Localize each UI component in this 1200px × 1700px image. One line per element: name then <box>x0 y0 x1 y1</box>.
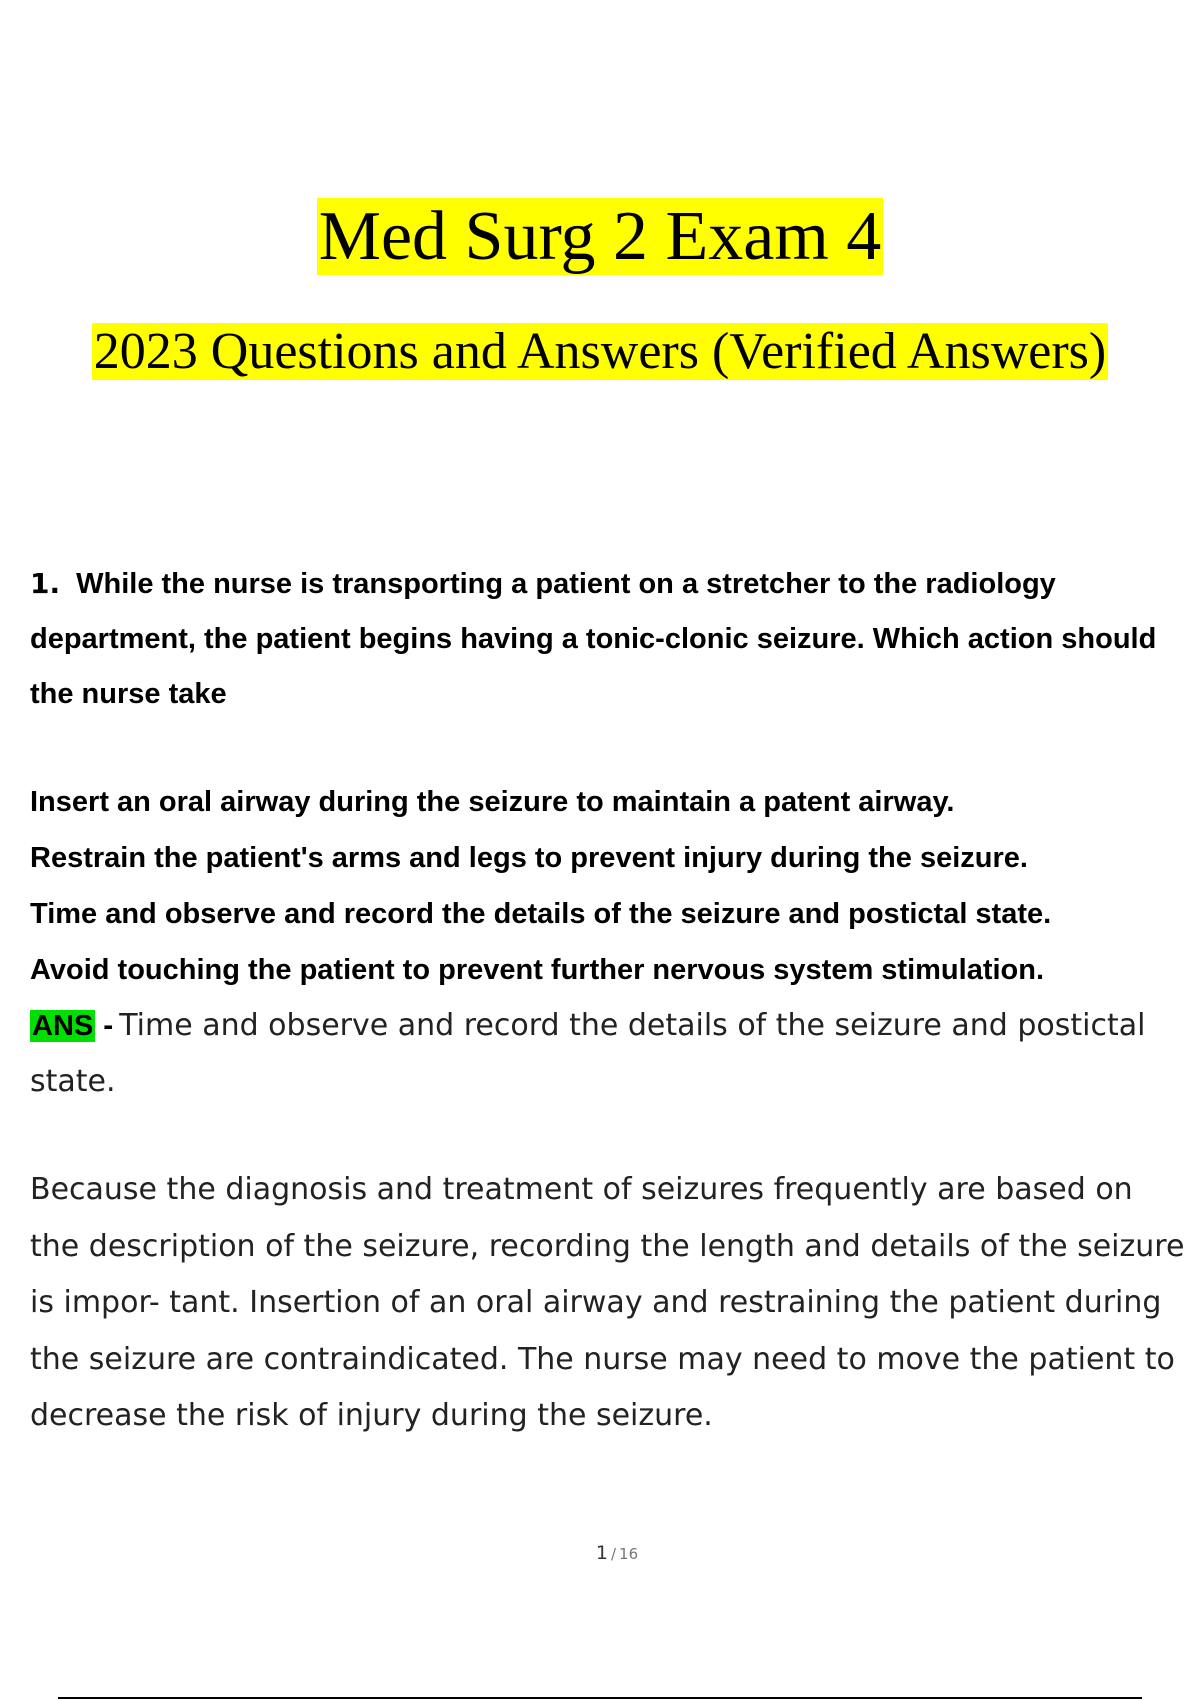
option-item: Restrain the patient's arms and legs to prevent injury during the seizure. <box>30 842 1028 874</box>
page-total: 16 <box>619 1545 639 1563</box>
question-text: While the nurse is transporting a patient on a stretcher to the radiology department, the patient begins having a tonic-clonic seizure. Which action should the nurse take <box>30 568 1157 710</box>
answer-separator: - <box>103 1009 114 1042</box>
document-subtitle <box>0 320 1200 384</box>
option-item: Time and observe and record the details of the seizure and postictal state. <box>30 898 1052 930</box>
document-title <box>0 197 1200 277</box>
question-number: 1. <box>30 567 61 600</box>
page-indicator <box>0 1542 1200 1564</box>
question-stem <box>30 556 1170 722</box>
answer-line <box>30 998 1170 1110</box>
answer-text: Time and observe and record the details of the seizure and postictal state. <box>30 1008 1146 1099</box>
rationale-paragraph: Because the diagnosis and treatment of seizures frequently are based on the description of the seizure, recording the length and details of the seizure is impor- tant. Insertion of an oral airway and restraining the patient during the seizure are contraindicated. The nurse may need to move the patient to decrease the risk of injury during the seizure. <box>30 1172 1185 1433</box>
page-current: 1 <box>595 1542 608 1564</box>
page-bottom-divider <box>58 1697 1142 1699</box>
answer-options <box>30 774 1170 998</box>
document-title-text: Med Surg 2 Exam 4 <box>318 198 882 275</box>
answer-label: ANS <box>32 1010 94 1042</box>
page-separator: / <box>610 1545 617 1563</box>
option-item: Insert an oral airway during the seizure to maintain a patent airway. <box>30 786 955 818</box>
option-item: Avoid touching the patient to prevent further nervous system stimulation. <box>30 954 1045 986</box>
document-subtitle-text: 2023 Questions and Answers (Verified Answers) <box>93 323 1107 380</box>
